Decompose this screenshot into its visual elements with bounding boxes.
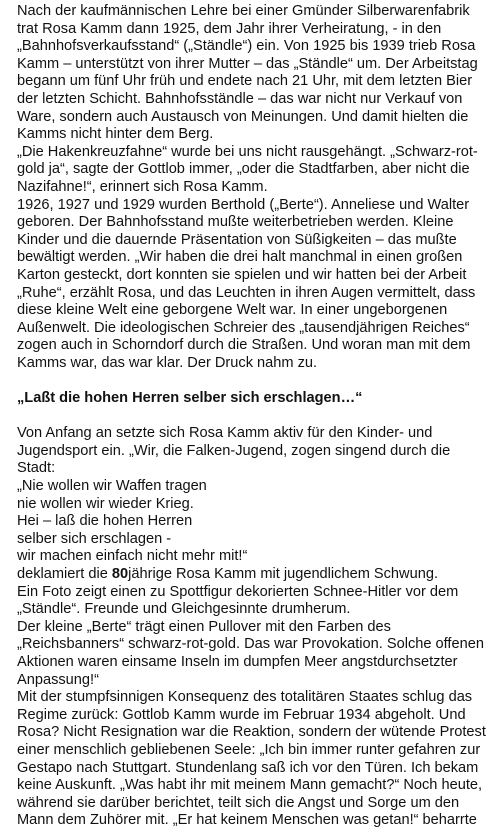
text-line: begann um fünf Uhr früh und endete nach 21 Uhr, mit dem letzten Bier	[17, 73, 473, 90]
text-line: Der kleine „Berte“ trägt einen Pullover mit den Farben des	[17, 618, 391, 635]
text-line: „Ruhe“, erzählt Rosa, und das Leuchten in ihren Augen vermittelt, dass	[17, 284, 476, 301]
text-line: Mann dem Zuhörer mit. „Er hat keinem Menschen was getan!“ beharrte	[17, 812, 477, 829]
text-line: Ein Foto zeigt einen zu Spottfigur dekorierten Schnee-Hitler vor dem	[17, 583, 459, 600]
text-line: geboren. Der Bahnhofsstand mußte weiterbetrieben werden. Kleine	[17, 214, 454, 231]
text-line: Kamms war, das war klar. Der Druck nahm zu.	[17, 354, 318, 371]
paragraph-youth-sport	[17, 425, 493, 566]
text-line: „Ständle“. Freunde und Gleichgesinnte drumherum.	[17, 601, 351, 618]
declaim-line	[17, 566, 493, 584]
paragraph-resistance	[17, 584, 493, 830]
section-heading: „Laßt die hohen Herren selber sich erschlagen…“	[17, 390, 363, 407]
text-line: 1926, 1927 und 1929 wurden Berthold („Berte“). Anneliese und Walter	[17, 196, 470, 213]
text-line: zogen auch in Schorndorf durch die Straßen. Und woran man mit dem	[17, 337, 471, 354]
age-number: 80	[111, 566, 129, 582]
text-line: Ware, sondern auch Austausch von Meinungen. Und damit hielten die	[17, 108, 469, 125]
text-line: Außenwelt. Die ideologischen Schreier des „tausendjährigen Reiches“	[17, 319, 470, 336]
text-line: Karton gesteckt, dort konnten sie spielen und wir hatten bei der Arbeit	[17, 266, 467, 283]
paragraph-spacer	[17, 372, 493, 390]
text-line: Kinder und die dauernde Präsentation von Süßigkeiten – das mußte	[17, 231, 457, 248]
text-line: Von Anfang an setzte sich Rosa Kamm aktiv für den Kinder- und	[17, 425, 433, 442]
text-line: „Nie wollen wir Waffen tragen	[17, 478, 207, 495]
text-line: einer menschlich gebliebenen Seele: „Ich bin immer runter gefahren zur	[17, 741, 481, 758]
text-line: Hei – laß die hohen Herren	[17, 513, 193, 530]
text-line: keine Auskunft. „Was habt ihr mit meinem Mann gemacht?“ Noch heute,	[17, 777, 483, 794]
text-line: Jugendsport ein. „Wir, die Falken-Jugend, zogen singend durch die	[17, 442, 451, 459]
text-line: Stadt:	[17, 460, 56, 477]
paragraph-intro	[17, 3, 493, 372]
text-line: „Bahnhofsverkaufsstand“ („Ständle“) ein. Von 1925 bis 1939 trieb Rosa	[17, 38, 476, 55]
declaim-suffix: jährige Rosa Kamm mit jugendlichem Schwung.	[128, 566, 438, 582]
text-line: Kamm – unterstützt von ihrer Mutter – das „Ständle“ um. Der Arbeitstag	[17, 55, 478, 72]
text-line: der letzten Schicht. Bahnhofsständle – das war nicht nur Verkauf von	[17, 90, 463, 107]
text-line: nie wollen wir wieder Krieg.	[17, 495, 194, 512]
text-line: bewältigt werden. „Wir haben die drei halt manchmal in einen großen	[17, 249, 463, 266]
text-line: Gestapo nach Stuttgart. Stundenlang saß ich vor den Türen. Ich bekam	[17, 759, 479, 776]
text-line: „Die Hakenkreuzfahne“ wurde bei uns nicht rausgehängt. „Schwarz-rot-	[17, 143, 478, 160]
text-line: Anpassung!“	[17, 671, 99, 688]
text-line: Regime zurück: Gottlob Kamm wurde im Februar 1934 abgeholt. Und	[17, 706, 466, 723]
text-line: Aktionen waren einsame Inseln im dumpfen Meer angstdurchsetzter	[17, 653, 458, 670]
text-line: diese kleine Welt eine geborgene Welt war. In einer ungeborgenen	[17, 302, 448, 319]
text-line: Kamms nicht hinter dem Berg.	[17, 126, 214, 143]
text-line: „Reichsbanners“ schwarz-rot-gold. Das war Provokation. Solche offenen	[17, 636, 484, 653]
text-line: während sie darüber berichtet, teilt sich die Angst und Sorge um den	[17, 794, 460, 811]
text-line: Mit der stumpfsinnigen Konsequenz des totalitären Staates schlug das	[17, 689, 473, 706]
text-line: Nazifahne!“, erinnert sich Rosa Kamm.	[17, 178, 268, 195]
declaim-prefix: deklamiert die	[17, 566, 112, 582]
text-line: wir machen einfach nicht mehr mit!“	[17, 548, 248, 565]
text-line: Rosa? Nicht Resignation war die Reaktion, sondern der wütende Protest	[17, 724, 486, 741]
text-line: Nach der kaufmännischen Lehre bei einer Gmünder Silberwarenfabrik	[17, 3, 470, 19]
paragraph-spacer	[17, 408, 493, 426]
text-line: gold ja“, sagte der Gottlob immer, „oder die Stadtfarben, aber nicht die	[17, 161, 470, 178]
text-line: trat Rosa Kamm dann 1925, dem Jahr ihrer Verheiratung, - in den	[17, 20, 442, 37]
text-line: selber sich erschlagen -	[17, 530, 172, 547]
